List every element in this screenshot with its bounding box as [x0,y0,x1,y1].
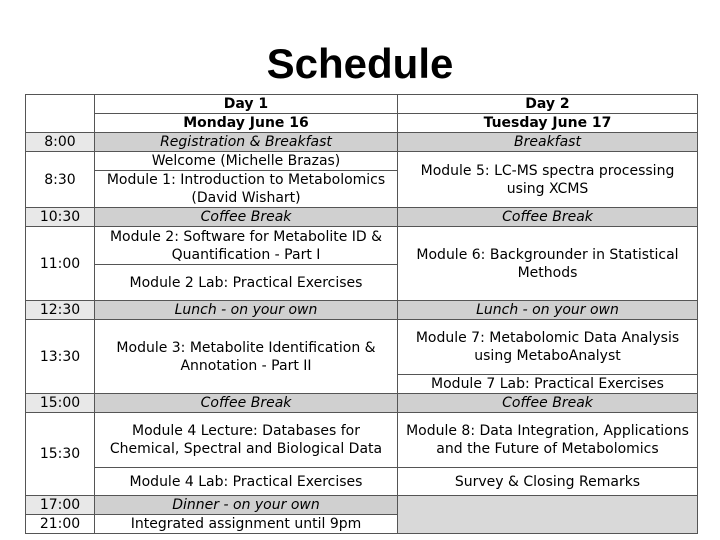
module-4-lecture: Module 4 Lecture: Databases for Chemical, Spectral and Biological Data [95,413,398,468]
survey-closing-remarks: Survey & Closing Remarks [398,468,698,496]
day1-dinner: Dinner - on your own [95,496,398,515]
day1-label: Day 1 [95,95,398,114]
corner-cell [26,95,95,133]
day2-empty-cell [398,496,698,534]
time-21-00: 21:00 [26,515,95,534]
welcome-session: Welcome (Michelle Brazas) [95,152,398,171]
module-3: Module 3: Metabolite Identification & Annotation - Part II [95,320,398,394]
day1-date: Monday June 16 [95,114,398,133]
page-title: Schedule [266,40,454,87]
time-15-00: 15:00 [26,394,95,413]
time-8-30: 8:30 [26,152,95,208]
module-7-lab: Module 7 Lab: Practical Exercises [398,375,698,394]
module-5: Module 5: LC-MS spectra processing using XCMS [398,152,698,208]
time-12-30: 12:30 [26,301,95,320]
module-1: Module 1: Introduction to Metabolomics (David Wishart) [95,171,398,208]
day2-breakfast: Breakfast [398,133,698,152]
day1-coffee-break-2: Coffee Break [95,394,398,413]
time-11-00: 11:00 [26,227,95,301]
day2-coffee-break-1: Coffee Break [398,208,698,227]
module-8: Module 8: Data Integration, Applications and the Future of Metabolomics [398,413,698,468]
time-8-00: 8:00 [26,133,95,152]
module-6: Module 6: Backgrounder in Statistical Methods [398,227,698,301]
day2-label: Day 2 [398,95,698,114]
time-15-30: 15:30 [26,413,95,496]
day2-lunch: Lunch - on your own [398,301,698,320]
schedule-table [25,94,698,534]
registration-breakfast: Registration & Breakfast [95,133,398,152]
day1-coffee-break-1: Coffee Break [95,208,398,227]
module-2: Module 2: Software for Metabolite ID & Quantification - Part I [95,227,398,265]
time-13-30: 13:30 [26,320,95,394]
module-7: Module 7: Metabolomic Data Analysis using MetaboAnalyst [398,320,698,375]
time-17-00: 17:00 [26,496,95,515]
module-2-lab: Module 2 Lab: Practical Exercises [95,265,398,301]
day2-coffee-break-2: Coffee Break [398,394,698,413]
day2-date: Tuesday June 17 [398,114,698,133]
time-10-30: 10:30 [26,208,95,227]
day1-lunch: Lunch - on your own [95,301,398,320]
module-4-lab: Module 4 Lab: Practical Exercises [95,468,398,496]
integrated-assignment: Integrated assignment until 9pm [95,515,398,534]
